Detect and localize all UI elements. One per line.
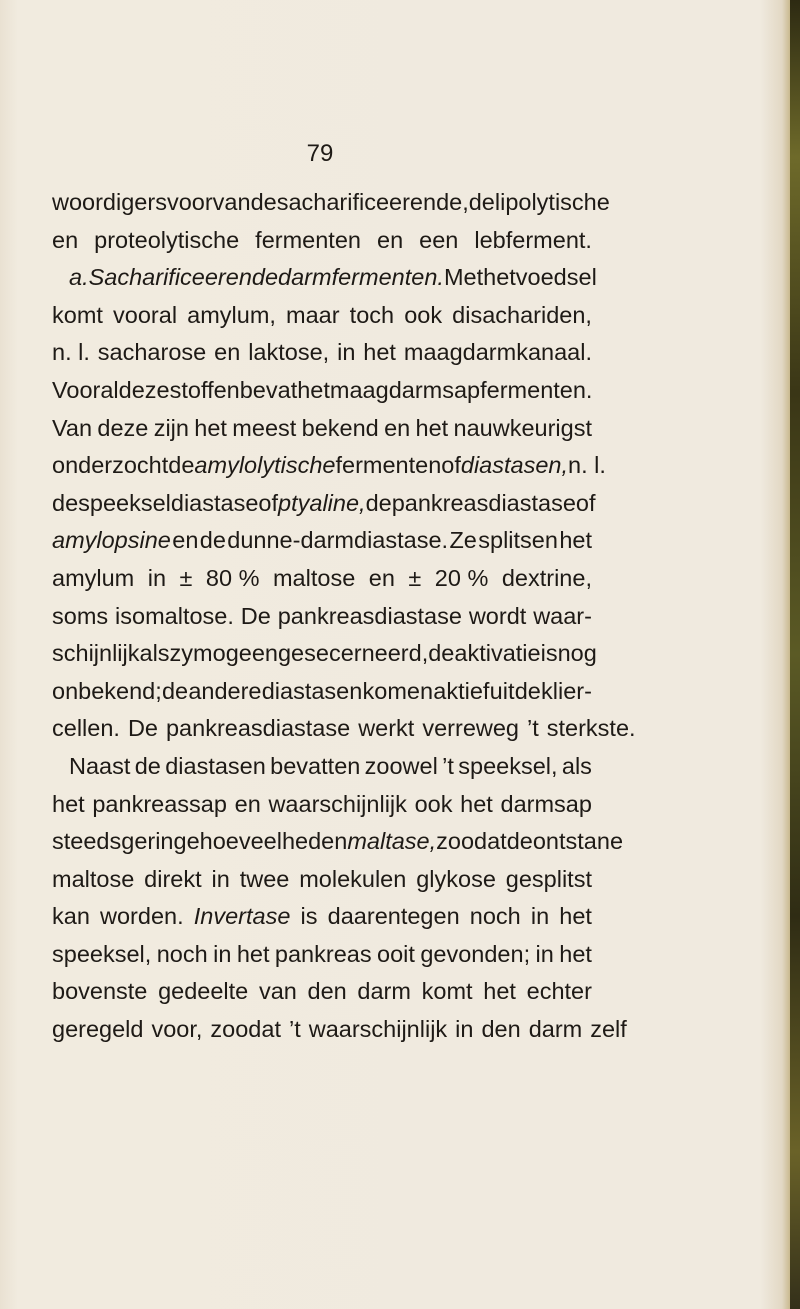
word: schijnlijk [52,640,140,667]
word: onderzocht [52,452,169,479]
word: uit [489,677,515,704]
word: zymogeen [169,640,278,667]
word: kan [52,903,90,930]
word: noch [469,903,521,930]
word: Ze [449,527,477,554]
word: werkt [358,715,415,742]
word: en [377,226,404,253]
word: diastasen [165,752,266,779]
word: of [441,452,461,479]
word: in [213,940,232,967]
word: wordt [468,602,527,629]
word: bekend [301,414,379,441]
word: glykose [416,865,496,892]
word: ook [404,301,443,328]
word: pankreasdiastase [391,489,576,516]
word: zoodat [436,828,507,855]
word: en [52,226,79,253]
word: pankreassap [92,790,227,817]
word: de [468,189,495,215]
word: in [535,940,554,967]
text-line [52,410,592,448]
word: ontstane [532,828,624,855]
word: zelf [590,1016,627,1043]
word: De [127,715,158,742]
text-line [52,522,592,560]
text-line [52,635,597,673]
word: laktose, [248,339,330,366]
word: noch [156,940,208,967]
word: en [214,339,241,366]
text-line [52,710,636,748]
word: het [559,903,592,930]
word: fermenten [255,226,361,253]
text-line [52,748,592,786]
word: al [100,376,119,403]
word: lebferment. [474,226,592,253]
word: het [297,376,330,403]
word: waar- [533,602,592,629]
word: toch [349,301,395,328]
word: amylum [52,564,135,591]
word: verreweg [422,715,519,742]
text-line [52,936,592,974]
word: den [481,1016,521,1043]
word: en [172,527,199,554]
word: speeksel, [458,752,558,779]
word: de [199,527,226,554]
word: maar [286,301,340,328]
word: ooit [377,940,415,967]
text-line [52,786,592,824]
word: in [530,903,550,930]
word: speeksel, [52,940,152,967]
text-line [52,973,592,1011]
word: De [240,602,271,629]
word: de [52,489,79,516]
word: voedsel [515,264,597,291]
text-line [52,861,592,899]
word: pankreas [274,940,372,967]
word: pankreasdiastase [165,715,351,742]
word: het [415,414,449,441]
word: gevonden; [420,940,531,967]
word: gesplitst [505,865,592,892]
body-text [52,184,636,1049]
word: n. l. [568,452,606,479]
word: de [168,452,195,479]
text-line [52,297,592,335]
word: Van [52,414,93,441]
word: in [147,564,167,591]
text-line [52,447,606,485]
word: ’t [288,1016,301,1043]
word: Voor [52,376,101,403]
text-line [52,823,624,861]
word: maltose [272,564,356,591]
word: het [52,790,85,817]
word: voor, [151,1016,203,1043]
word: is [300,903,318,930]
word: darmfermenten. [278,264,444,291]
page-edge [790,0,800,1309]
word: is [540,640,558,667]
word: sacharificeerende, [276,189,469,215]
word: de [250,189,277,215]
word: disachariden, [452,301,592,328]
word: meest [232,414,297,441]
word: n. l. [52,339,90,366]
word: of [575,489,596,516]
word: het [559,527,592,554]
word: fermenten [335,452,442,479]
word: amylopsine [52,527,171,554]
word: aktivatie [454,640,541,667]
word: Invertase [193,903,291,930]
word: a. [69,264,89,291]
word: de [134,752,161,779]
word: darm [357,978,411,1005]
word: gesecerneerd, [277,640,429,667]
text-line [52,598,592,636]
word: pankreasdiastase [277,602,462,629]
word: en [384,414,411,441]
word: cellen. [52,715,120,742]
word: het [559,940,592,967]
word: ptyaline, [278,489,366,516]
word: bovenste [52,978,148,1005]
word: twee [239,865,290,892]
word: nog [557,640,597,667]
word: klier- [541,677,592,704]
word: stoffen [169,376,240,403]
word: het [194,414,227,441]
text-line [52,560,592,598]
word: andere [188,677,262,704]
word: komen [362,677,434,704]
word: een [419,226,459,253]
word: maltase, [347,828,437,855]
word: dextrine, [501,564,592,591]
word: 80 % [205,564,260,591]
word: worden. [100,903,184,930]
word: komt [52,301,103,328]
text-line [52,485,596,523]
word: dunne-darmdiastase. [227,527,449,554]
word: het [483,978,516,1005]
word: maltose [52,865,135,892]
word: waarschijnlijk [308,1016,448,1043]
word: zijn [153,414,189,441]
word: de [514,677,541,704]
word: 20 % [434,564,489,591]
word: woordigers [52,189,167,215]
word: deze [118,376,170,403]
word: gedeelte [158,978,249,1005]
word: zoodat [210,1016,281,1043]
text-line [52,259,597,297]
word: isomaltose. [115,602,234,629]
word: de [428,640,455,667]
word: amylum, [187,301,276,328]
word: het [363,339,396,366]
word: en [234,790,261,817]
word: molekulen [299,865,407,892]
word: Met [443,264,484,291]
word: sacharose [97,339,207,366]
word: amylolytische [194,452,336,479]
word: van [258,978,297,1005]
word: hoeveelheden [199,828,348,855]
word: voor [166,189,213,215]
text-line [52,184,610,222]
word: komt [421,978,473,1005]
text-line [52,372,592,410]
text-line [52,673,592,711]
word: in [455,1016,474,1043]
word: in [337,339,356,366]
word: de [506,828,533,855]
word: proteolytische [94,226,240,253]
word: ook [414,790,453,817]
word: daarentegen [327,903,460,930]
word: de [365,489,392,516]
word: Sacharificeerende [88,264,279,291]
word: steeds [52,828,122,855]
text-line [52,334,592,372]
word: fermenten. [480,376,593,403]
word: zoowel [364,752,438,779]
word: lipolytische [494,189,610,215]
word: splitsen [478,527,558,554]
word: van [212,189,251,215]
word: darm [528,1016,583,1043]
word: het [460,790,493,817]
word: het [236,940,270,967]
word: echter [526,978,592,1005]
word: bevatten [270,752,361,779]
word: vooral [113,301,178,328]
word: aktief [433,677,490,704]
text-line [52,1011,627,1049]
word: in [211,865,230,892]
word: de [161,677,189,704]
text-line [52,898,592,936]
word: diastasen [261,677,363,704]
page-number: 79 [306,140,334,167]
text-line [52,222,592,260]
word: geringe [121,828,200,855]
word: diastasen, [460,452,569,479]
word: als [561,752,592,779]
word: maagdarmsap [329,376,481,403]
word: onbekend; [52,677,162,704]
word: bevat [239,376,298,403]
word: sterkste. [546,715,636,742]
word: deze [97,414,149,441]
word: ± [408,564,422,591]
word: als [139,640,170,667]
word: soms [52,602,109,629]
word: ’t [527,715,539,742]
word: ’t [442,752,454,779]
word: waarschijnlijk [268,790,407,817]
word: darmsap [500,790,592,817]
word: den [307,978,347,1005]
word: of [258,489,279,516]
word: maagdarmkanaal. [403,339,592,366]
word: ± [179,564,193,591]
word: geregeld [52,1016,144,1043]
word: direkt [144,865,202,892]
word: nauwkeurigst [453,414,592,441]
word: en [368,564,395,591]
word: Naast [69,752,131,779]
word: speekseldiastase [78,489,259,516]
word: het [483,264,516,291]
